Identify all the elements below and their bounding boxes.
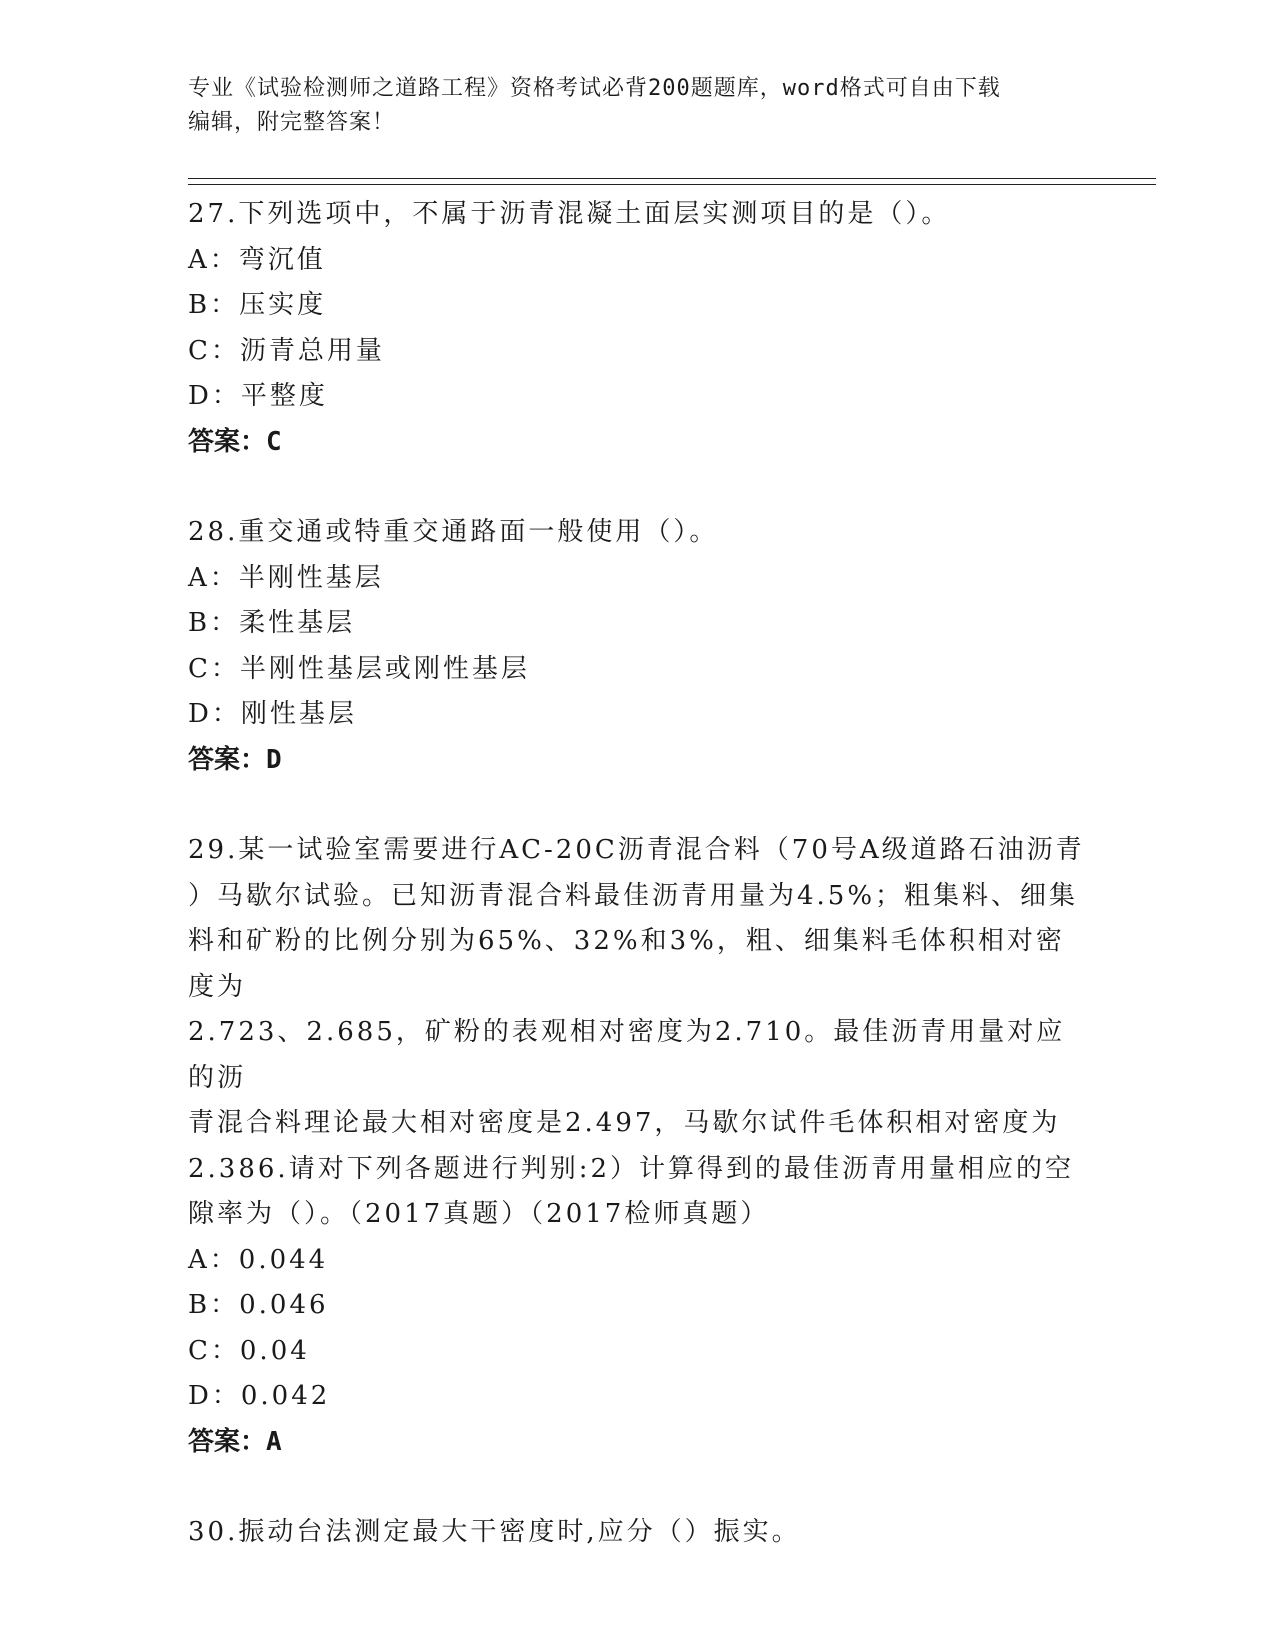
option-b: B：0.046 <box>188 1290 329 1320</box>
question-27 <box>188 192 1088 465</box>
question-stem-line: 2.723、2.685，矿粉的表观相对密度为2.710。最佳沥青用量对应的沥 <box>188 1017 1066 1093</box>
answer: 答案：A <box>188 1426 282 1457</box>
option-b: B：柔性基层 <box>188 608 356 638</box>
question-stem: 28.重交通或特重交通路面一般使用（）。 <box>188 517 719 547</box>
header-divider-top <box>188 178 1156 179</box>
question-stem-line: ）马歇尔试验。已知沥青混合料最佳沥青用量为4.5%；粗集料、细集 <box>188 880 1079 911</box>
option-d: D：平整度 <box>188 381 328 411</box>
spacer <box>188 1465 1088 1510</box>
question-stem: 27.下列选项中，不属于沥青混凝土面层实测项目的是（）。 <box>188 199 951 229</box>
question-stem-line: 29.某一试验室需要进行AC-20C沥青混合料（70号A级道路石油沥青 <box>188 835 1085 865</box>
document-header <box>188 72 1088 140</box>
header-line-2: 编辑，附完整答案！ <box>188 110 396 135</box>
question-30 <box>188 1510 1088 1556</box>
question-stem-line: 料和矿粉的比例分别为65%、32%和3%，粗、细集料毛体积相对密度为 <box>188 926 1065 1002</box>
answer: 答案：D <box>188 744 282 775</box>
option-a: A：弯沉值 <box>188 244 326 275</box>
question-stem-line: 隙率为（）。（2017真题）（2017检师真题） <box>188 1199 770 1229</box>
question-list <box>188 192 1088 1556</box>
option-a: A：0.044 <box>188 1244 329 1275</box>
spacer <box>188 783 1088 828</box>
option-c: C：半刚性基层或刚性基层 <box>188 653 530 684</box>
answer: 答案：C <box>188 426 282 457</box>
question-stem-line: 青混合料理论最大相对密度是2.497，马歇尔试件毛体积相对密度为 <box>188 1108 1061 1138</box>
option-b: B：压实度 <box>188 290 327 320</box>
question-28 <box>188 510 1088 783</box>
header-line-1: 专业《试验检测师之道路工程》资格考试必背200题题库，word格式可自由下载 <box>188 76 1001 101</box>
option-a: A：半刚性基层 <box>188 562 384 593</box>
header-divider-bottom <box>188 184 1156 185</box>
question-stem-line: 2.386.请对下列各题进行判别:2）计算得到的最佳沥青用量相应的空 <box>188 1153 1074 1184</box>
option-c: C：0.04 <box>188 1335 310 1366</box>
option-d: D：刚性基层 <box>188 699 357 729</box>
question-29 <box>188 828 1088 1465</box>
spacer <box>188 465 1088 510</box>
question-stem: 30.振动台法测定最大干密度时,应分（）振实。 <box>188 1517 801 1547</box>
option-d: D：0.042 <box>188 1381 331 1411</box>
option-c: C：沥青总用量 <box>188 335 385 366</box>
